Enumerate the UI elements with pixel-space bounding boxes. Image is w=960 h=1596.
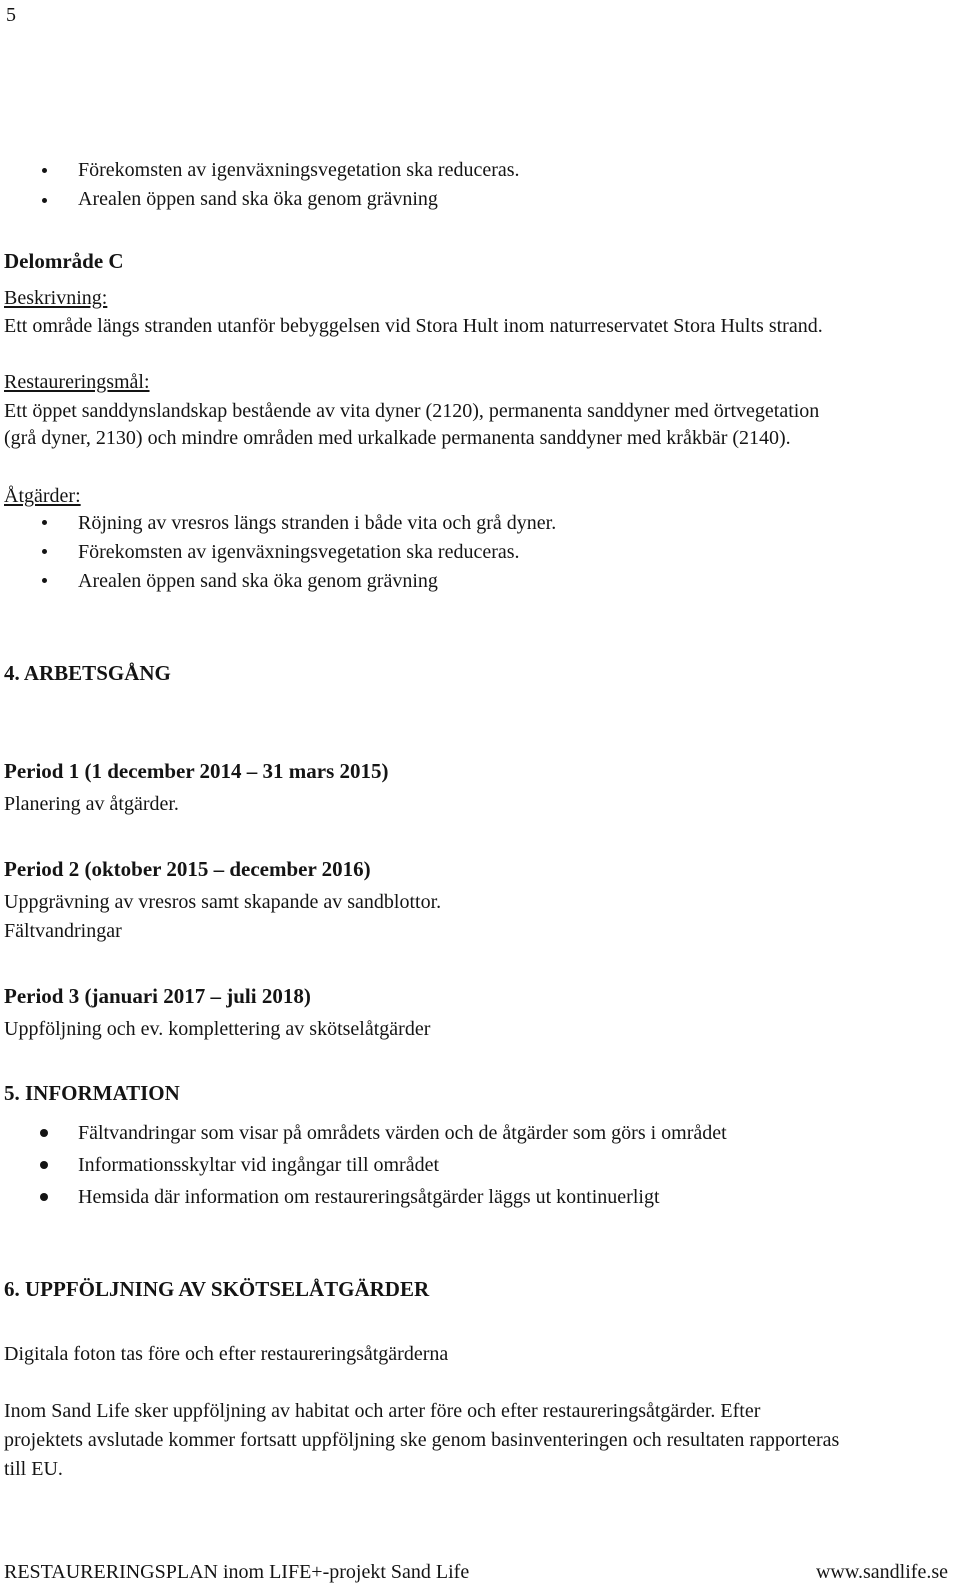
bullet-icon: [42, 578, 47, 583]
period-3-title: Period 3 (januari 2017 – juli 2018): [4, 984, 311, 1008]
uppfoljning-heading: 6. UPPFÖLJNING AV SKÖTSELÅTGÄRDER: [4, 1277, 430, 1301]
beskrivning-label: Beskrivning:: [4, 287, 108, 309]
uppfoljning-para-2-line-1: Inom Sand Life sker uppföljning av habitat och arter före och efter restaureringsåtgärder. Efter: [4, 1400, 761, 1422]
restaurering-line-1: Ett öppet sanddynslandskap bestående av vita dyner (2120), permanenta sanddyner med örtvegetation: [4, 400, 820, 422]
information-item-3: Hemsida där information om restaureringsåtgärder läggs ut kontinuerligt: [78, 1186, 660, 1208]
uppfoljning-para-1: Digitala foton tas före och efter restaureringsåtgärderna: [4, 1343, 449, 1365]
period-3-line-1: Uppföljning och ev. komplettering av skötselåtgärder: [4, 1018, 431, 1040]
beskrivning-text: Ett område längs stranden utanför bebyggelsen vid Stora Hult inom naturreservatet Stora Hults strand.: [4, 315, 823, 337]
uppfoljning-para-2-line-3: till EU.: [4, 1458, 63, 1480]
restaurering-line-2: (grå dyner, 2130) och mindre områden med urkalkade permanenta sanddyner med kråkbär (2140).: [4, 427, 791, 449]
footer-left: RESTAURERINGSPLAN inom LIFE+-projekt Sand Life: [4, 1561, 470, 1583]
intro-bullet-1: Förekomsten av igenväxningsvegetation ska reduceras.: [78, 159, 520, 181]
atgarder-label: Åtgärder:: [4, 485, 81, 507]
period-1-title: Period 1 (1 december 2014 – 31 mars 2015): [4, 759, 389, 783]
atgarder-item-3: Arealen öppen sand ska öka genom grävning: [78, 570, 438, 592]
bullet-icon: [42, 549, 47, 554]
atgarder-item-1: Röjning av vresros längs stranden i både vita och grå dyner.: [78, 512, 557, 534]
intro-bullet-2: Arealen öppen sand ska öka genom grävning: [78, 188, 438, 210]
period-2-line-1: Uppgrävning av vresros samt skapande av sandblottor.: [4, 891, 442, 913]
period-1-line-1: Planering av åtgärder.: [4, 793, 179, 815]
bullet-icon: [42, 520, 47, 525]
page-number: 5: [6, 4, 16, 26]
delomrade-c-heading: Delområde C: [4, 249, 124, 273]
bullet-icon: [42, 198, 47, 203]
period-2-line-2: Fältvandringar: [4, 920, 122, 942]
information-item-1: Fältvandringar som visar på områdets värden och de åtgärder som görs i området: [78, 1122, 727, 1144]
atgarder-item-2: Förekomsten av igenväxningsvegetation ska reduceras.: [78, 541, 520, 563]
uppfoljning-para-2-line-2: projektets avslutade kommer fortsatt uppföljning ske genom basinventeringen och resultaten rapporteras: [4, 1429, 840, 1451]
bullet-icon: [40, 1129, 48, 1137]
bullet-icon: [42, 168, 47, 173]
footer-website-link[interactable]: www.sandlife.se: [815, 1561, 948, 1583]
bullet-icon: [40, 1161, 48, 1169]
information-item-2: Informationsskyltar vid ingångar till området: [78, 1154, 440, 1176]
bullet-icon: [40, 1193, 48, 1201]
information-heading: 5. INFORMATION: [4, 1081, 180, 1105]
restaurering-label: Restaureringsmål:: [4, 371, 150, 393]
arbetsgang-heading: 4. ARBETSGÅNG: [4, 661, 171, 685]
period-2-title: Period 2 (oktober 2015 – december 2016): [4, 857, 371, 881]
